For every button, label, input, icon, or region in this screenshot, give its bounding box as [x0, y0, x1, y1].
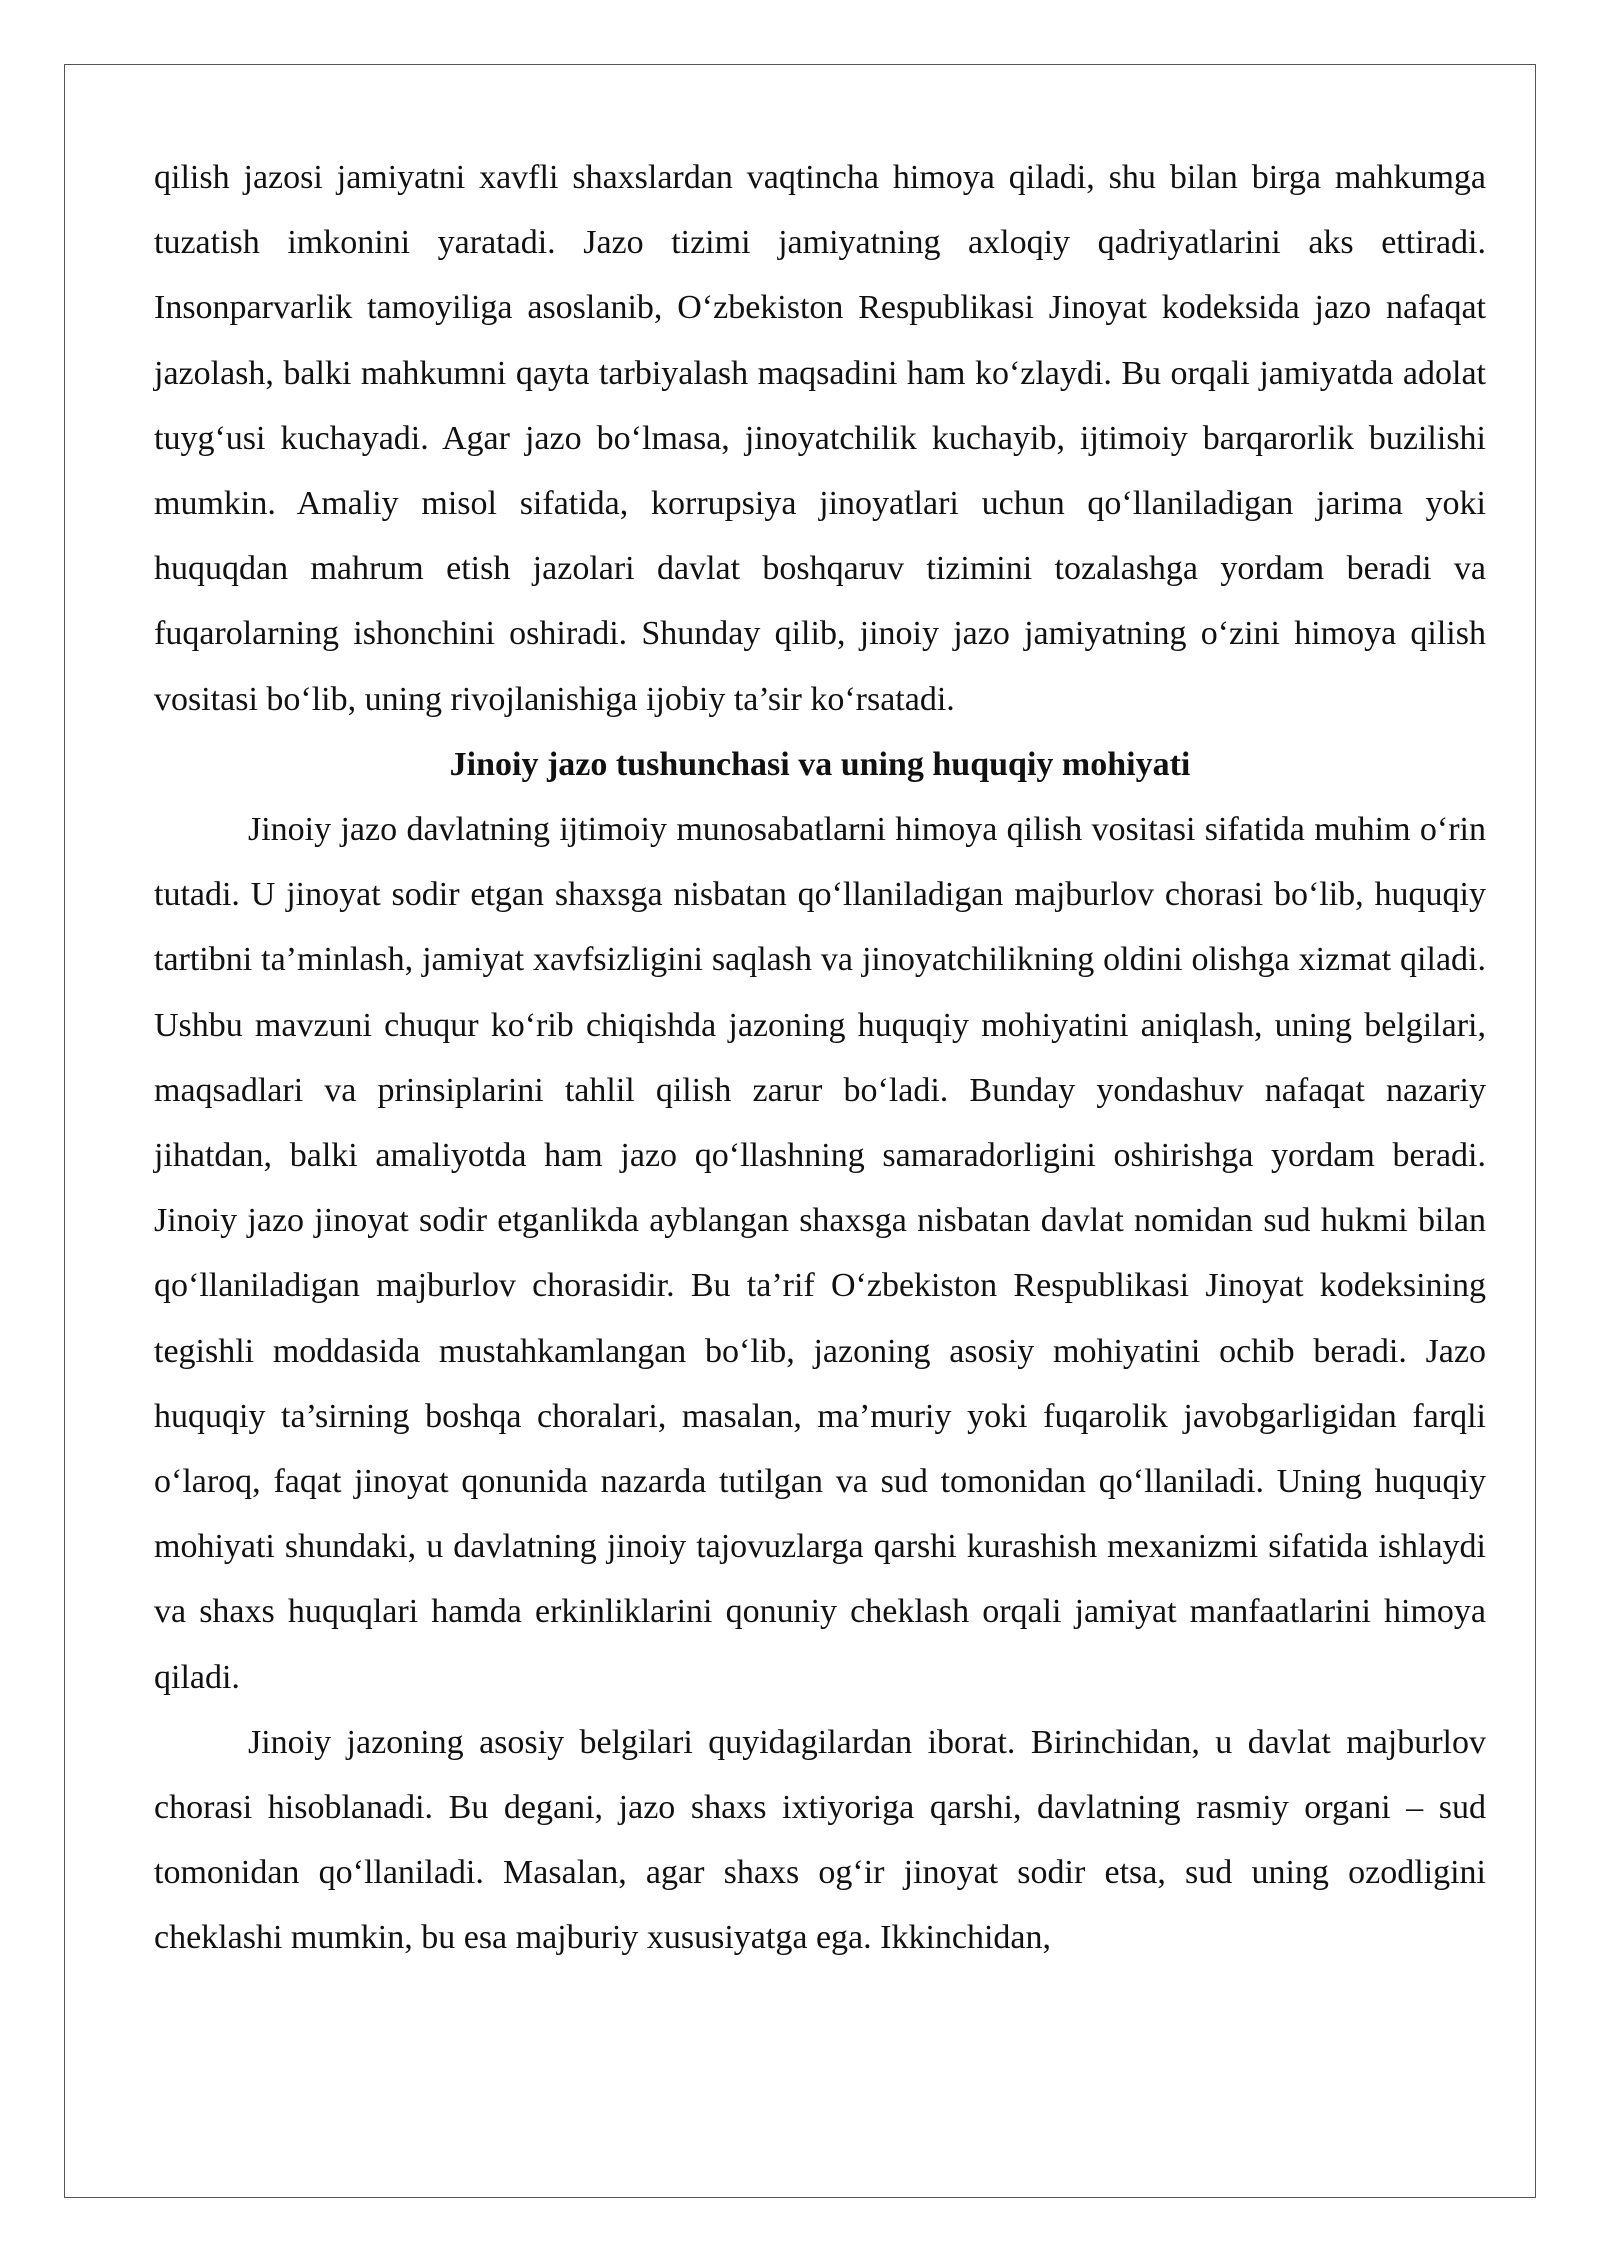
section-heading: Jinoiy jazo tushunchasi va uning huquqiy mohiyati	[449, 745, 1191, 783]
paragraph-intro: qilish jazosi jamiyatni xavfli shaxslardan vaqtincha himoya qiladi, shu bilan birga mahkumga tuzatish imkonini yaratadi. Jazo tizimi jamiyatning axloqiy qadriyatlarini aks ettiradi. Insonparvarlik tamoyiliga asoslanib, O‘zbekiston Respublikasi Jinoyat kodeksida jazo nafaqat jazolash, balki mahkumni qayta tarbiyalash maqsadini ham ko‘zlaydi. Bu orqali jamiyatda adolat tuyg‘usi kuchayadi. Agar jazo bo‘lmasa, jinoyatchilik kuchayib, ijtimoiy barqarorlik buzilishi mumkin. Amaliy misol sifatida, korrupsiya jinoyatlari uchun qo‘llaniladigan jarima yoki huquqdan mahrum etish jazolari davlat boshqaruv tizimini tozalashga yordam beradi va fuqarolarning ishonchini oshiradi. Shunday qilib, jinoiy jazo jamiyatning o‘zini himoya qilish vositasi bo‘lib, uning rivojlanishiga ijobiy ta’sir ko‘rsatadi.	[154, 159, 1486, 718]
paragraph-definition: Jinoiy jazo davlatning ijtimoiy munosabatlarni himoya qilish vositasi sifatida muhim o‘rin tutadi. U jinoyat sodir etgan shaxsga nisbatan qo‘llaniladigan majburlov chorasi bo‘lib, huquqiy tartibni ta’minlash, jamiyat xavfsizligini saqlash va jinoyatchilikning oldini olishga xizmat qiladi. Ushbu mavzuni chuqur ko‘rib chiqishda jazoning huquqiy mohiyatini aniqlash, uning belgilari, maqsadlari va prinsiplarini tahlil qilish zarur bo‘ladi. Bunday yondashuv nafaqat nazariy jihatdan, balki amaliyotda ham jazo qo‘llashning samaradorligini oshirishga yordam beradi. Jinoiy jazo jinoyat sodir etganlikda ayblangan shaxsga nisbatan davlat nomidan sud hukmi bilan qo‘llaniladigan majburlov chorasidir. Bu ta’rif O‘zbekiston Respublikasi Jinoyat kodeksining tegishli moddasida mustahkamlangan bo‘lib, jazoning asosiy mohiyatini ochib beradi. Jazo huquqiy ta’sirning boshqa choralari, masalan, ma’muriy yoki fuqarolik javobgarligidan farqli o‘laroq, faqat jinoyat qonunida nazarda tutilgan va sud tomonidan qo‘llaniladi. Uning huquqiy mohiyati shundaki, u davlatning jinoiy tajovuzlarga qarshi kurashish mexanizmi sifatida ishlaydi va shaxs huquqlari hamda erkinliklarini qonuniy cheklash orqali jamiyat manfaatlarini himoya qiladi.	[154, 811, 1486, 1696]
document-body	[154, 145, 1486, 1971]
paragraph-features: Jinoiy jazoning asosiy belgilari quyidagilardan iborat. Birinchidan, u davlat majburlov chorasi hisoblanadi. Bu degani, jazo shaxs ixtiyoriga qarshi, davlatning rasmiy organi – sud tomonidan qo‘llaniladi. Masalan, agar shaxs og‘ir jinoyat sodir etsa, sud uning ozodligini cheklashi mumkin, bu esa majburiy xususiyatga ega. Ikkinchidan,	[154, 1723, 1486, 1957]
